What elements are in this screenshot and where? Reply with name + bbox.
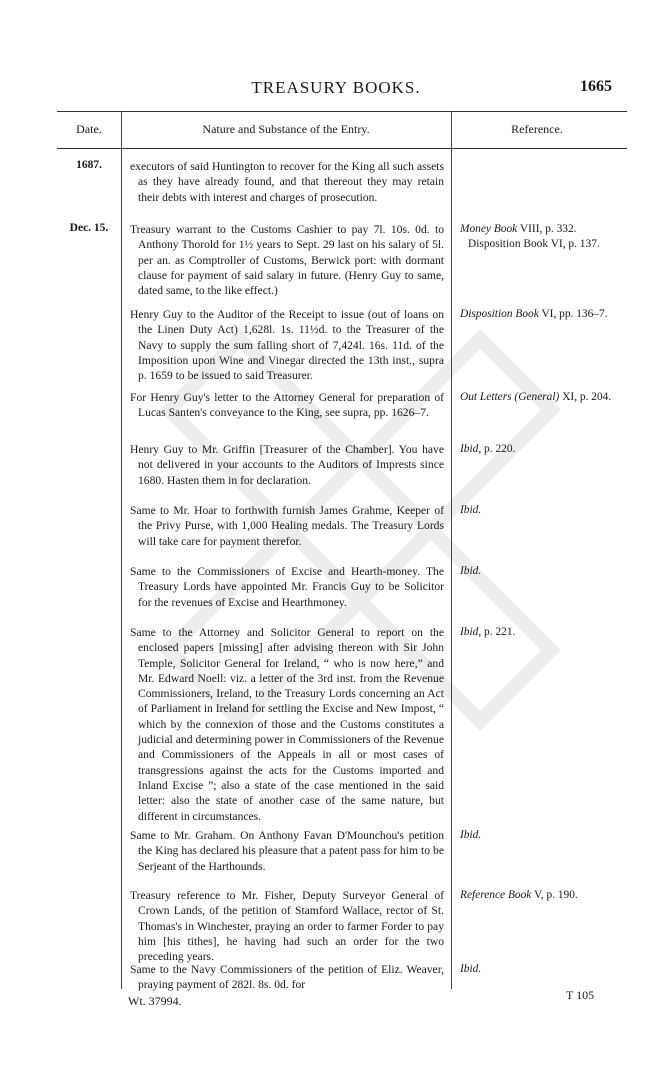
entry-text: For Henry Guy's letter to the Attorney General for preparation of Lucas Santen's conveyance to the King, see supra, pp. 1626–7. [130,391,444,420]
reference-italic: Ibid. [460,963,482,975]
entry-text: Henry Guy to the Auditor of the Receipt to issue (out of loans on the Linen Duty Act) 1,628l. 1s. 11½d. to the Treasurer of the Navy to supply the sum falling short of 7,424l. 16s. 11d. of the Imposition upon Wine and Vinegar directed the 13th inst., supra p. 1659 to be issued to said Treasurer. [130,308,444,383]
entry-text: Treasury warrant to the Customs Cashier to pay 7l. 10s. 0d. to Anthony Thorold for 1½ years to Sept. 29 last on his salary of 5l. per an. as Comptroller of Customs, Berwick port: with dormant clause for payment of said salary in future. (Henry Guy to same, dated same, to the like effect.) [130,223,444,298]
reference-detail: , p. 220. [478,443,516,455]
entry-reference [460,222,620,253]
entry-reference [460,625,620,640]
reference-italic: Ibid [460,626,479,638]
running-head [0,78,672,100]
entry-text: Treasury reference to Mr. Fisher, Deputy Surveyor General of Crown Lands, of the petition of Stamford Wallace, rector of St. Thomas's in Winchester, praying an order to farmer Forder to pay him [his tithes], he having had such an order for the two preceding years. [130,889,444,964]
entry-date: Dec. 15. [69,222,109,234]
column-divider-left [121,111,122,989]
reference-detail: , p. 221. [478,626,516,638]
entry-reference [460,307,620,322]
reference-italic: Disposition Book [460,308,539,320]
page-title: TREASURY BOOKS. [251,78,421,97]
entry-date: 1687. [76,159,102,171]
print-code: Wt. 37994. [128,994,182,1008]
reference-italic: Ibid. [460,565,482,577]
reference-detail: XI, p. 204. [559,391,612,403]
entry-text: executors of said Huntington to recover for the King all such assets as they have already found, and that thereout they may retain their debts with interest and charges of prosecution. [130,160,444,204]
entry-reference [460,828,620,843]
page-number: 1665 [580,78,612,95]
entry-text: Henry Guy to Mr. Griffin [Treasurer of the Chamber]. You have not delivered in your accounts to the Auditors of Imprests since 1680. Hasten them in for declaration. [130,443,444,487]
entry-text: Same to the Attorney and Solicitor General to report on the enclosed papers [missing] after advising thereon with Sir John Temple, Solicitor General for Ireland, “ who is now here,” and Mr. Edward Noell: viz. a letter of the 3rd inst. from the Revenue Commissioners, Ireland, to the Treasury Lords concerning an Act of Parliament in Ireland for settling the Excise and New Impost, “ which by the connexion of those and the Customs constitutes a judicial and determining power in Commissioners of the Revenue and Commissioners of the Appeals in all or most cases of transgressions against the acts for the Customs imported and Inland Excise ”; also a state of the case mentioned in the said letter: also the state of another case of the same nature, but different in circumstances. [130,626,444,823]
header-rule-bottom [57,148,627,149]
reference-detail: VI, pp. 136–7. [538,308,608,320]
reference-italic: Out Letters (General) [460,391,560,403]
entry-text: Same to the Commissioners of Excise and Hearth-money. The Treasury Lords have appointed Mr. Francis Guy to be Solicitor for the revenues of Excise and Hearthmoney. [130,565,444,609]
reference-italic: Reference Book [460,889,532,901]
entry-reference [460,390,620,405]
entry-reference [460,503,620,518]
entry-reference [460,442,620,457]
reference-detail: VIII, p. 332. Disposition Book VI, p. 137. [468,223,600,251]
entry-text: Same to the Navy Commissioners of the petition of Eliz. Weaver, praying payment of 282l. 8s. 0d. for [130,963,444,992]
reference-italic: Money Book [460,223,518,235]
column-divider-right [451,111,452,989]
entry-reference [460,962,620,977]
reference-italic: Ibid [460,443,479,455]
reference-italic: Ibid. [460,504,482,516]
header-rule-top [57,111,627,112]
reference-italic: Ibid. [460,829,482,841]
entry-reference [460,888,620,903]
column-head-reference: Reference. [511,122,563,136]
reference-detail: V, p. 190. [531,889,578,901]
entry-reference [460,564,620,579]
column-head-date: Date. [76,122,102,136]
entry-text: Same to Mr. Graham. On Anthony Favan D'Mounchou's petition the King has declared his pleasure that a patent pass for him to be Serjeant of the Harthounds. [130,829,444,873]
entry-text: Same to Mr. Hoar to forthwith furnish James Grahme, Keeper of the Privy Purse, with 1,000 Healing medals. The Treasury Lords will take care for payment therefor. [130,504,444,548]
column-head-nature: Nature and Substance of the Entry. [202,122,370,136]
signature-mark: T 105 [566,988,595,1002]
